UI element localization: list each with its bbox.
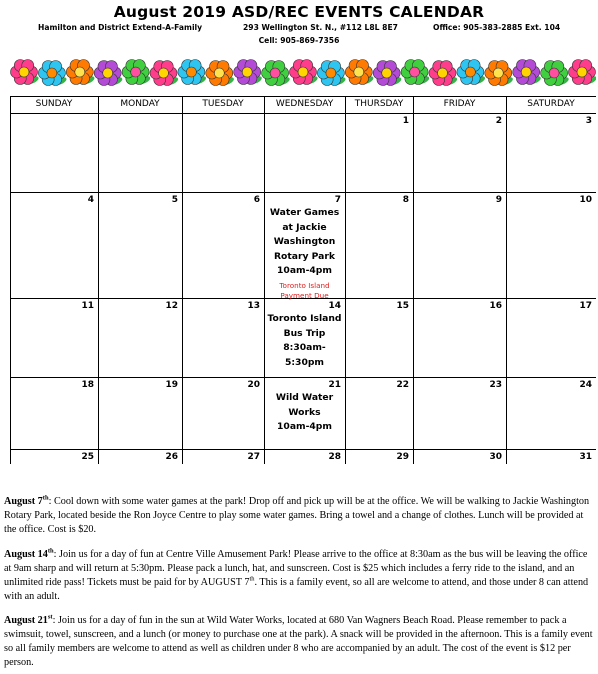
flower-icon [569, 60, 597, 86]
day-number: 10 [579, 195, 592, 205]
day-number: 18 [81, 380, 94, 390]
event-line: Wild Water [275, 392, 334, 403]
day-cell-24 [506, 377, 596, 449]
event-line: Rotary Park [273, 250, 336, 262]
desc-text-cont: . This is a family event, so all are welcome to attend, and those under 8 can attend with an adult. [4, 577, 589, 602]
event-note-line: Toronto Island [279, 280, 330, 290]
empty-day-cell [98, 113, 182, 192]
day-number: 2 [495, 116, 502, 126]
day-number: 28 [328, 452, 341, 462]
day-number: 5 [171, 195, 178, 205]
flower-icon [401, 60, 430, 86]
day-number: 20 [247, 380, 260, 390]
day-number: 17 [579, 301, 592, 311]
day-number: 3 [585, 116, 592, 126]
day-header-sunday: SUNDAY [35, 99, 73, 109]
day-cell-15 [345, 298, 413, 377]
day-number: 27 [247, 452, 260, 462]
day-number: 12 [165, 301, 178, 311]
day-cell-17 [506, 298, 596, 377]
event-line: 10am-4pm [277, 265, 332, 276]
flower-icon [541, 61, 570, 87]
day-number: 26 [165, 452, 178, 462]
event-line: Toronto Island [267, 313, 342, 324]
empty-day-cell [264, 113, 345, 192]
event-line: Bus Trip [283, 327, 326, 339]
day-cell-9 [413, 192, 506, 298]
flower-border-decoration [10, 52, 596, 92]
day-number: 24 [579, 380, 592, 390]
event-note-line: Payment Due [280, 290, 329, 300]
day-number: 29 [396, 452, 409, 462]
flower-icon [234, 60, 263, 86]
day-cell-10 [506, 192, 596, 298]
event-description-aug7: August 7th: Cool down with some water games at the park! Drop off and pick up will be at the office. We will be walking to Jackie Washington Rotary Park, located beside the Ron Joyce Centre to play some water games. Bring a towel and a change of clothes. Lunch will be provided at the office. Cost is $20. [4, 494, 590, 535]
day-number: 4 [87, 195, 94, 205]
flower-icon [94, 61, 123, 87]
flower-icon [290, 60, 319, 86]
day-cell-2 [413, 113, 506, 192]
office-phone: Office: 905-383-2885 Ext. 104 [433, 23, 561, 32]
day-cell-11 [10, 298, 98, 377]
day-number: 8 [402, 195, 409, 205]
flower-icon [66, 60, 95, 86]
event-aug14 [264, 312, 345, 370]
day-cell-27 [182, 449, 264, 464]
day-header-saturday: SATURDAY [527, 99, 575, 109]
event-line: 10am-4pm [277, 421, 332, 432]
calendar-title: August 2019 ASD/REC EVENTS CALENDAR [113, 3, 485, 21]
day-cell-16 [413, 298, 506, 377]
flower-icon [457, 60, 486, 86]
flower-icon [513, 60, 542, 86]
desc-date: August 7 [4, 496, 43, 507]
desc-text: : Join us for a day of fun at Centre Ville Amusement Park! Please arrive to the office at 8:30am as the bus will be leaving the office at 9am sharp and will return at 5:30pm. Please pack a lunch, hat, and sunscreen. Cost is $25 which includes a ferry ride to the island, and an unlimited ride pass! Tickets must be paid for by AUGUST 7 [4, 549, 588, 588]
day-cell-28 [264, 449, 345, 464]
organization-address: 293 Wellington St. N., #112 L8L 8E7 [243, 23, 398, 32]
day-cell-6 [182, 192, 264, 298]
flower-icon [262, 61, 291, 87]
day-cell-29 [345, 449, 413, 464]
calendar-grid [10, 96, 596, 464]
day-number: 16 [489, 301, 502, 311]
day-number: 21 [328, 380, 341, 390]
day-cell-5 [98, 192, 182, 298]
day-cell-7 [264, 192, 345, 298]
day-number: 13 [247, 301, 260, 311]
day-number: 23 [489, 380, 502, 390]
flower-icon [345, 60, 374, 86]
day-number: 6 [253, 195, 260, 205]
day-cell-26 [98, 449, 182, 464]
desc-text: : Join us for a day of fun in the sun at Wild Water Works, located at 680 Van Wagners Beach Road. Please remember to pack a swimsuit, towel, sunscreen, and a lunch (or money to purchase one at the park). A snack will be provided in the afternoon. This is a family event so all family members are welcome to attend as well as children under 8 who are accompanied by an adult. The cost of the event is $12 per person. [4, 615, 593, 668]
day-cell-23 [413, 377, 506, 449]
day-number: 25 [81, 452, 94, 462]
event-aug21 [264, 391, 345, 435]
day-cell-20 [182, 377, 264, 449]
event-description-aug21: August 21st: Join us for a day of fun in the sun at Wild Water Works, located at 680 Van Wagners Beach Road. Please remember to pack a swimsuit, towel, sunscreen, and a lunch (or money to purchase one at the park). A snack will be provided in the afternoon. This is a family event so all family members are welcome to attend as well as children under 8 who are accompanied by an adult. The cost of the event is $12 per person. [4, 613, 593, 668]
day-number: 11 [81, 301, 94, 311]
day-cell-19 [98, 377, 182, 449]
desc-text: : Cool down with some water games at the park! Drop off and pick up will be at the office. We will be walking to Jackie Washington Rotary Park, located beside the Ron Joyce Centre to play some water games. Bring a towel and a change of clothes. Lunch will be provided at the office. Cost is $20. [4, 496, 590, 535]
day-number: 15 [396, 301, 409, 311]
flower-icon [11, 60, 40, 86]
day-cell-18 [10, 377, 98, 449]
event-line: at Jackie [282, 221, 327, 233]
day-number: 1 [402, 116, 409, 126]
day-header-wednesday: WEDNESDAY [275, 99, 334, 109]
day-header-monday: MONDAY [120, 99, 160, 109]
day-cell-31 [506, 449, 596, 464]
flower-icon [150, 61, 179, 87]
day-cell-21 [264, 377, 345, 449]
day-cell-25 [10, 449, 98, 464]
event-line: 8:30am- [283, 342, 326, 353]
empty-day-cell [182, 113, 264, 192]
day-cell-12 [98, 298, 182, 377]
flower-icon [373, 61, 402, 87]
day-cell-14 [264, 298, 345, 377]
day-cell-30 [413, 449, 506, 464]
day-number: 31 [579, 452, 592, 462]
organization-name: Hamilton and District Extend-A-Family [38, 23, 203, 32]
day-cell-3 [506, 113, 596, 192]
day-number: 9 [495, 195, 502, 205]
desc-date: August 14 [4, 549, 48, 560]
event-description-aug14: August 14th: Join us for a day of fun at Centre Ville Amusement Park! Please arrive to the office at 8:30am as the bus will be leaving the office at 9am sharp and will return at 5:30pm. Please pack a lunch, hat, and sunscreen. Cost is $25 which includes a ferry ride to the island, and an unlimited ride pass! Tickets must be paid for by AUGUST 7th. This is a family event, so all are welcome to attend, and those under 8 can attend with an adult. [4, 547, 589, 602]
empty-day-cell [10, 113, 98, 192]
day-header-thursday: THURSDAY [354, 99, 404, 109]
day-header-tuesday: TUESDAY [202, 99, 244, 109]
day-number: 19 [165, 380, 178, 390]
day-number: 7 [334, 195, 341, 205]
event-line: Works [288, 406, 321, 418]
flower-icon [178, 60, 207, 86]
day-number: 14 [328, 301, 341, 311]
event-aug7 [264, 206, 345, 301]
flower-icon [206, 61, 235, 87]
event-line: Water Games [269, 207, 340, 218]
day-cell-13 [182, 298, 264, 377]
day-cell-22 [345, 377, 413, 449]
day-cell-1 [345, 113, 413, 192]
day-header-friday: FRIDAY [443, 99, 476, 109]
desc-date: August 21 [4, 615, 48, 626]
day-cell-8 [345, 192, 413, 298]
day-number: 22 [396, 380, 409, 390]
flower-icon [485, 61, 514, 87]
flower-icon [429, 61, 458, 87]
day-cell-4 [10, 192, 98, 298]
cell-phone: Cell: 905-869-7356 [258, 36, 340, 45]
flower-icon [122, 60, 151, 86]
event-line: 5:30pm [284, 356, 324, 368]
day-number: 30 [489, 452, 502, 462]
flower-icon [317, 61, 346, 87]
flower-icon [38, 61, 67, 87]
event-line: Washington [273, 236, 336, 247]
